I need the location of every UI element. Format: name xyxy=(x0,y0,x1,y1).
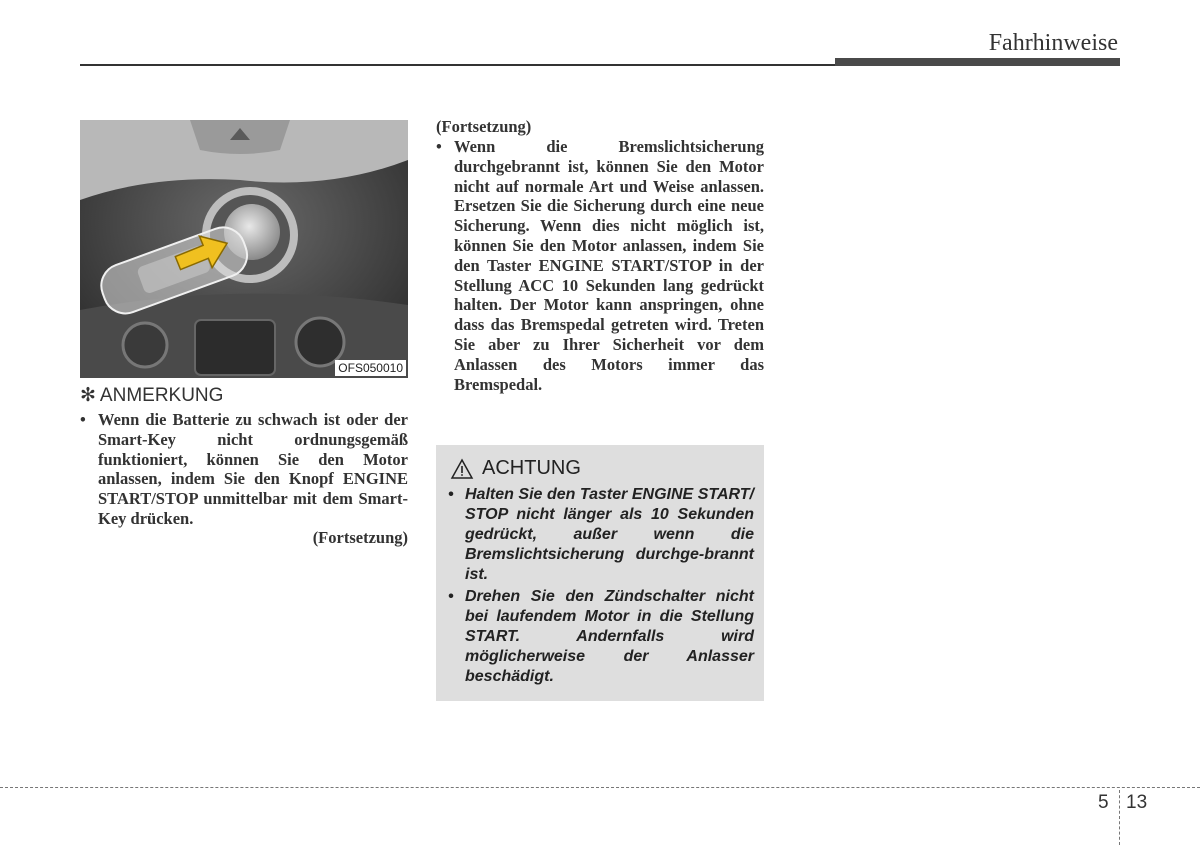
chapter-number: 5 xyxy=(1098,792,1109,813)
dashboard-photo xyxy=(80,120,408,378)
start-button-illustration xyxy=(80,120,408,378)
note-body xyxy=(80,410,408,529)
continuation-bullet-text: Wenn die Bremslichtsicherung durchgebrannt ist, können Sie den Motor nicht auf normale Art und Weise anlassen. Ersetzen Sie die Sicherung durch eine neue Sicherung. Wenn dies nicht möglich ist, können Sie den Motor anlassen, indem Sie den Taster ENGINE START/STOP in der Stellung ACC 10 Sekunden lang gedrückt halten. Der Motor kann anspringen, ohne dass das Bremspedal getreten wird. Treten Sie aber zu Ihrer Sicherheit vor dem Anlassen des Motors immer das Bremspedal. xyxy=(454,137,764,394)
caution-heading-text: ACHTUNG xyxy=(482,457,581,479)
figure-code: OFS050010 xyxy=(335,360,406,376)
continuation-body xyxy=(436,137,764,394)
bullet-dot: • xyxy=(448,588,454,605)
list-item xyxy=(80,410,408,529)
caution-heading xyxy=(450,457,581,480)
bullet-dot: • xyxy=(80,410,86,429)
caution-bullet-text: Halten Sie den Taster ENGINE START/ STOP nicht länger als 10 Sekunden gedrückt, außer wenn die Bremslichtsicherung durchge-brannt ist. xyxy=(465,486,754,583)
note-bullet-text: Wenn die Batterie zu schwach ist oder der Smart-Key nicht ordnungsgemäß funktioniert, können Sie den Motor anlassen, indem Sie den Knopf ENGINE START/STOP unmittelbar mit dem Smart-Key drücken. xyxy=(98,410,408,528)
list-item xyxy=(448,485,754,585)
list-item xyxy=(448,587,754,687)
note-heading xyxy=(80,384,223,407)
continued-label: (Fortsetzung) xyxy=(312,528,408,547)
note-star-icon: ✻ xyxy=(80,385,96,406)
bullet-dot: • xyxy=(448,486,454,503)
page-number: 13 xyxy=(1126,792,1148,813)
warning-triangle-icon xyxy=(450,458,474,480)
note-heading-text: ANMERKUNG xyxy=(99,385,224,406)
page-divider xyxy=(1119,790,1120,845)
caution-body xyxy=(448,485,754,689)
bullet-dot: • xyxy=(436,137,442,156)
page-section-title: Fahrhinweise xyxy=(988,30,1118,56)
header-rule-accent xyxy=(835,58,1120,66)
continuation-label: (Fortsetzung) xyxy=(436,117,532,136)
list-item xyxy=(436,137,764,394)
header-rule xyxy=(80,64,835,66)
footer-rule xyxy=(0,787,1200,788)
caution-box xyxy=(436,445,764,701)
caution-bullet-text: Drehen Sie den Zündschalter nicht bei laufendem Motor in die Stellung START. Andernfalls wird möglicherweise der Anlasser beschädigt. xyxy=(465,588,754,685)
